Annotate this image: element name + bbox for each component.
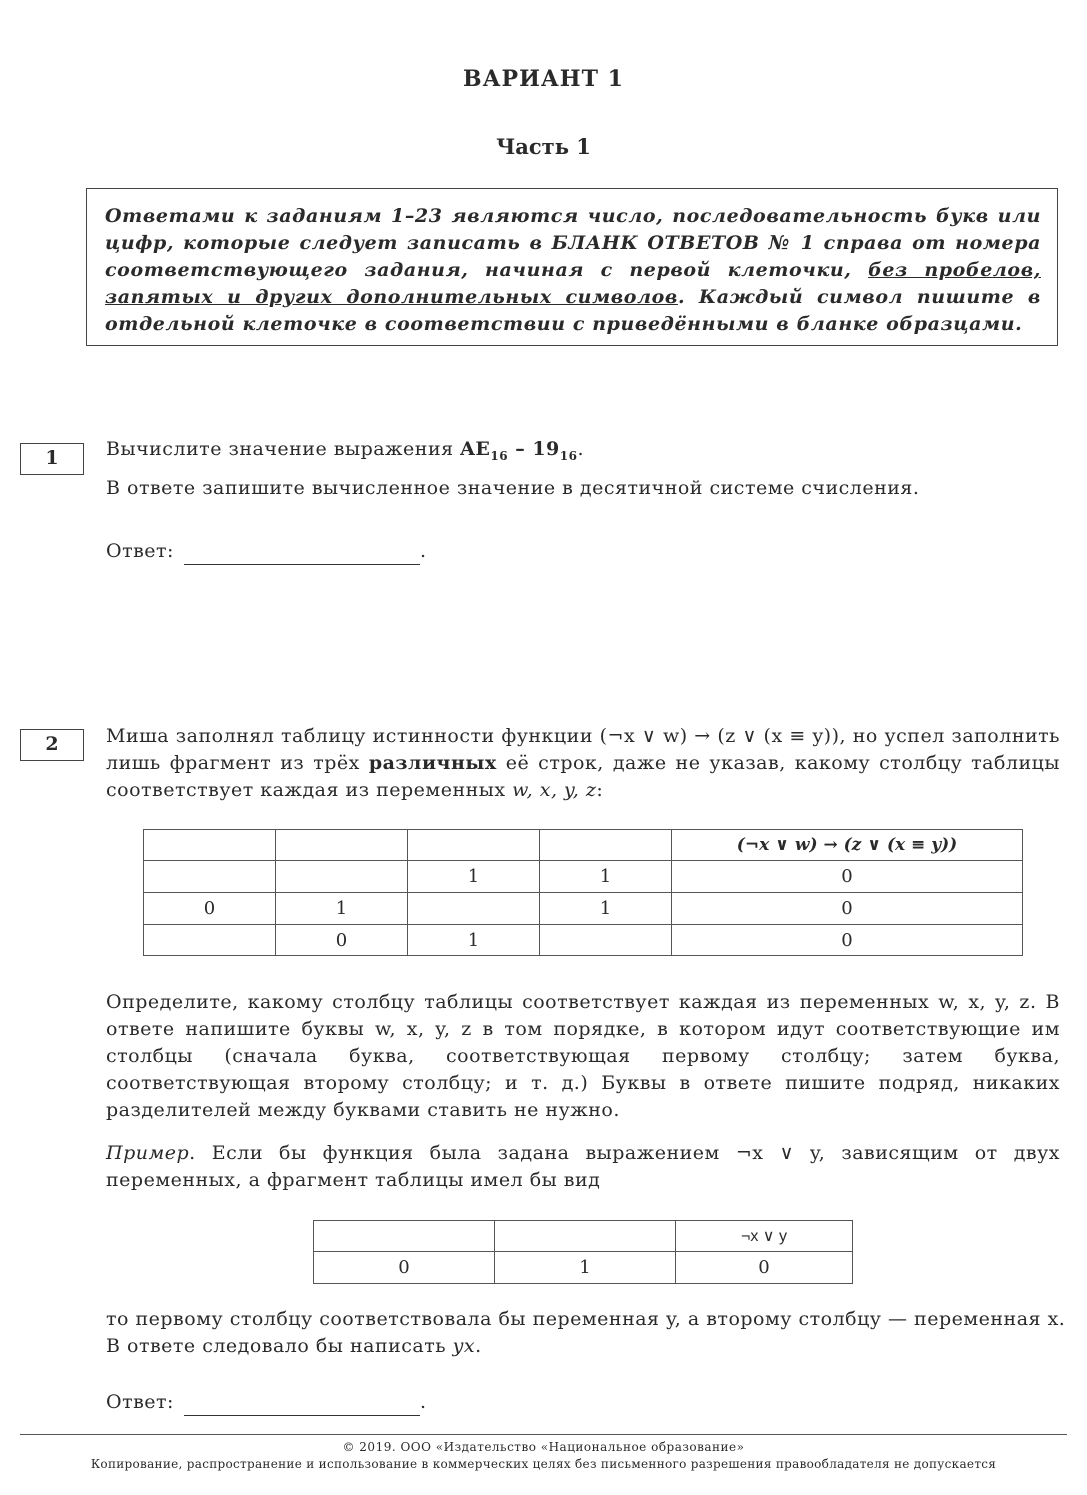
table-row: 1 1 0 — [144, 861, 1023, 893]
part-title: Часть 1 — [496, 134, 591, 159]
footer-notice: Копирование, распространение и использование в коммерческих целях без письменного разрешения правообладателя не допускается — [90, 1457, 997, 1471]
task-1-line2: В ответе запишите вычисленное значение в десятичной системе счисления. — [106, 477, 920, 499]
table-row: 0 1 1 0 — [144, 893, 1023, 925]
truth-table-header — [144, 830, 1023, 861]
task-2-answer-field[interactable] — [184, 1395, 420, 1416]
footer-divider — [20, 1434, 1067, 1435]
footer-copyright: © 2019. ООО «Издательство «Национальное образование» — [342, 1440, 745, 1454]
example-table — [313, 1220, 853, 1284]
task-2-question: Определите, какому столбцу таблицы соответствует каждая из переменных w, x, y, z. В ответе напишите буквы w, x, y, z в том порядке, в котором идут соответствующие им столбцы (сначала буква, соответствующая первому столбцу; затем буква, соответствующая второму столбцу; и т. д.) Буквы в ответе пишите подряд, никаких разделителей между буквами ставить не нужно. — [106, 991, 1060, 1121]
table-row: 0 1 0 — [314, 1252, 853, 1284]
instructions-box — [86, 188, 1058, 346]
instructions-underlined: без пробелов, запятых и других дополнительных символов — [105, 259, 1041, 308]
variant-title: ВАРИАНТ 1 — [463, 66, 624, 92]
truth-table — [143, 829, 1023, 956]
task-1-line1: Вычислите значение выражения $AE_{16} - 19_{16}$. — [106, 438, 585, 463]
function-header: (¬x ∨ w) → (z ∨ (x ≡ y)) — [672, 830, 1023, 861]
table-row: 0 1 0 — [144, 925, 1023, 956]
task-2-number: 2 — [20, 729, 84, 761]
task-1-answer-field[interactable] — [184, 544, 420, 565]
task-2-intro: Миша заполнял таблицу истинности функции (¬x ∨ w) → (z ∨ (x ≡ y)), но успел заполнить лишь фрагмент из трёх различных её строк, даже не указав, какому столбцу таблицы соответствует каждая из переменных w, x, y, z: — [106, 725, 1060, 801]
task-2-conclusion-line1: то первому столбцу соответствовала бы переменная y, а второму столбцу — переменная x. — [106, 1308, 1066, 1330]
instructions-text: Ответами к заданиям 1–23 являются число, последовательность букв или цифр, которые следует записать в БЛАНК ОТВЕТОВ № 1 справа от номера соответствующего задания, начиная с первой клеточки, без пробелов, запятых и других дополнительных символов. Каждый символ пишите в отдельной клеточке в соответствии с приведёнными в бланке образцами. — [105, 205, 1041, 335]
task-2-example: Пример. Если бы функция была задана выражением ¬x ∨ y, зависящим от двух переменных, а фрагмент таблицы имел бы вид — [106, 1142, 1060, 1191]
task-2-answer: Ответ: . — [106, 1389, 427, 1416]
task-1-answer: Ответ: . — [106, 538, 427, 565]
task-2-conclusion-line2: В ответе следовало бы написать yx. — [106, 1335, 482, 1357]
example-function-header: ¬x ∨ y — [676, 1221, 853, 1252]
task-1-number: 1 — [20, 443, 84, 475]
